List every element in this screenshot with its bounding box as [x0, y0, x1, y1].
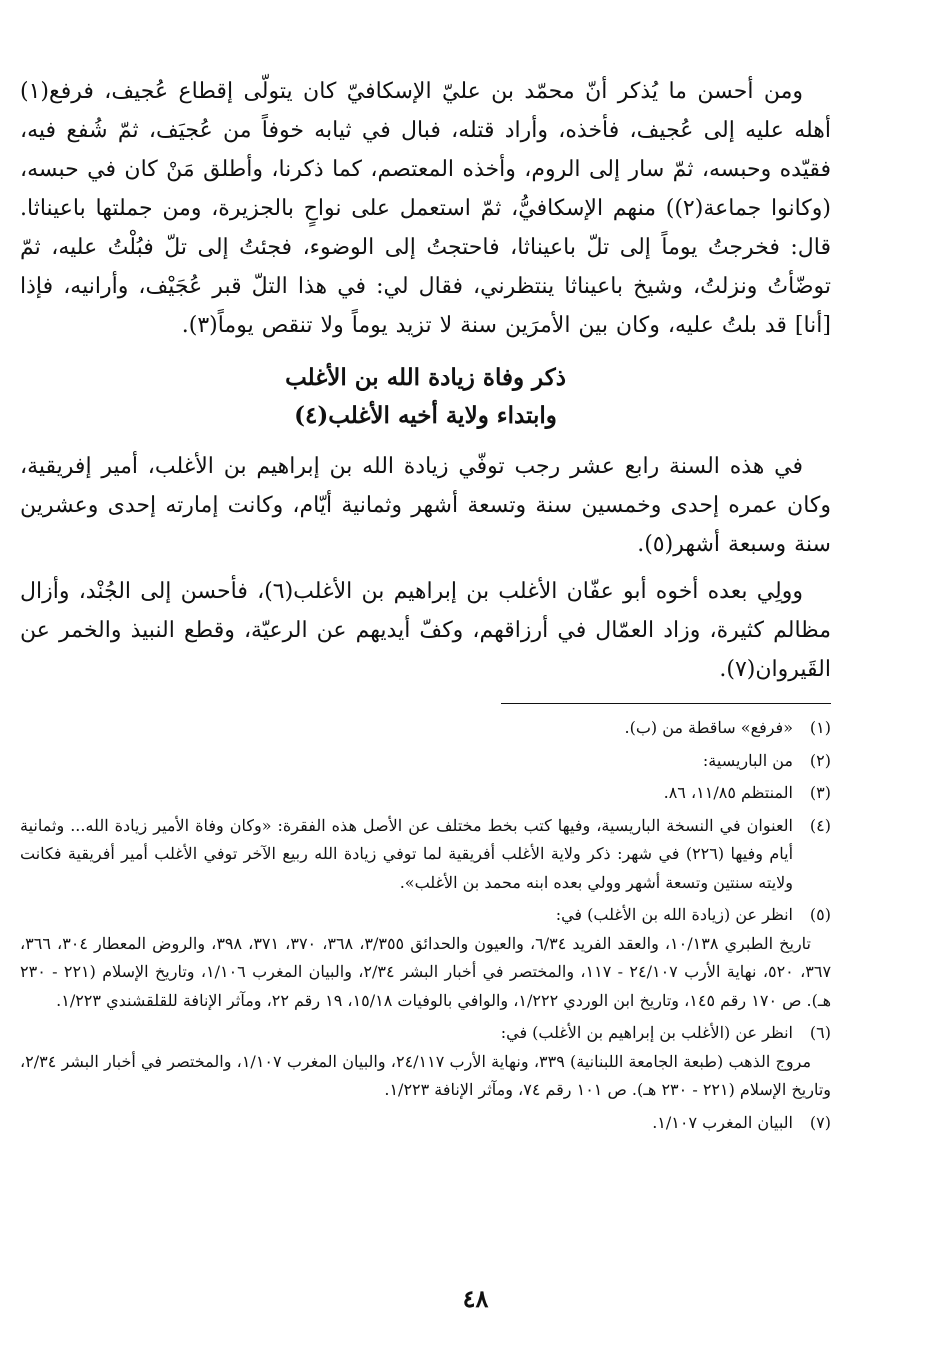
footnote-number: (٢) [809, 750, 831, 770]
section-heading-line-2: وابتداء ولاية أخيه الأغلب(٤) [294, 402, 557, 429]
footnote-number: (٧) [809, 1112, 831, 1132]
footnote-separator [501, 703, 831, 704]
footnote-2 [20, 747, 831, 776]
section-heading [20, 359, 831, 435]
body-paragraph-3: وولِي بعده أخوه أبو عفّان الأغلب بن إبراهيم بن الأغلب(٦)، فأحسن إلى الجُنْد، وأزال مظالم كثيرة، وزاد العمّال في أرزاقهم، وكفّ أيديهم عن الرعيّة، وقطع النبيذ والخمر عن القَيروان(٧). [20, 579, 831, 682]
footnote-number: (٤) [809, 815, 831, 835]
footnote-7 [20, 1109, 831, 1138]
footnote-number: (٦) [809, 1023, 831, 1042]
footnote-intro: انظر عن (الأغلب بن إبراهيم بن الأغلب) في: [500, 1023, 793, 1042]
footnote-text: البيان المغرب ١/١٠٧. [652, 1112, 793, 1132]
footnote-sources: تاريخ الطبري ١٠/١٣٨، والعقد الفريد ٦/٣٤، والعيون والحدائق ٣/٣٥٥، ٣٦٨، ٣٧٠، ٣٧١، ٣٩٨، والروض المعطار ٣٠٤، ٣٦٦، ٣٦٧، ٥٢٠، نهاية الأرب ٢٤/١٠٧ - ١١٧، والمختصر في أخبار البشر ٢/٣٤، والبيان المغرب ١/١٠٦، وتاريخ الإسلام (٢٢١ - ٢٣٠ هـ). ص ١٧٠ رقم ١٤٥، وتاريخ ابن الوردي ١/٢٢٢، والوافي بالوفيات ١٥/١٨، ١٩ رقم ٢٢، ومآثر الإنافة للقلقشندي ١/٢٢٣. [20, 933, 832, 1010]
footnote-text: المنتظم ١١/٨٥، ٨٦. [663, 783, 793, 802]
section-heading-line-1: ذكر وفاة زيادة الله بن الأغلب [285, 364, 566, 391]
footnote-text: من الباريسية: [702, 750, 793, 770]
footnote-intro: انظر عن (زيادة الله بن الأغلب) في: [555, 905, 793, 924]
footnote-4 [20, 812, 831, 898]
footnote-1 [20, 714, 831, 743]
footnote-text [20, 901, 832, 1015]
footnote-6 [20, 1019, 831, 1105]
footnote-text [20, 1019, 831, 1105]
footnote-5 [20, 901, 831, 1015]
footnote-number: (٥) [809, 905, 831, 924]
book-page [20, 72, 831, 1366]
footnote-3 [20, 779, 831, 808]
body-paragraph-2: في هذه السنة رابع عشر رجب توفّي زيادة الله بن إبراهيم بن الأغلب، أمير إفريقية، وكان عمره إحدى وخمسين سنة وتسعة أشهر وثمانية أيّام، وكانت إمارته إحدى وعشرين سنة وسبعة أشهر(٥). [20, 454, 831, 557]
footnote-text: «فرفع» ساقطة من (ب). [624, 718, 793, 737]
body-paragraph-1: ومن أحسن ما يُذكر أنّ محمّد بن عليّ الإسكافيّ كان يتولّى إقطاع عُجيف، فرفع(١) أهله عليه إلى عُجيف، فأخذه، وأراد قتله، فبال في ثيابه خوفاً من عُجيَف، ثمّ شُفع فيه، فقيّده وحبسه، ثمّ سار إلى الروم، وأخذه المعتصم، كما ذكرنا، وأطلق مَنْ كان في حبسه، (وكانوا جماعة(٢)) منهم الإسكافيُّ، ثمّ استعمل على نواحٍ بالجزيرة، ومن جملتها باعيناثا. قال: فخرجتُ يوماً إلى تلّ باعيناثا، فاحتجتُ إلى الوضوء، فجئتُ إلى تلّ فبُلْتُ عليه، ثمّ توضّأتُ ونزلتُ، وشيخ باعيناثا ينتظرني، فقال لي: في هذا التلّ قبر عُجَيْف، وأرانيه، فإذا [أنا] قد بلتُ عليه، وكان بين الأمرَين سنة لا تزيد يوماً ولا تنقص يوماً(٣). [20, 79, 831, 338]
footnote-sources: مروج الذهب (طبعة الجامعة اللبنانية) ٣٣٩، ونهاية الأرب ٢٤/١١٧، والبيان المغرب ١/١٠٧، والمختصر في أخبار البشر ٢/٣٤، وتاريخ الإسلام (٢٢١ - ٢٣٠ هـ). ص ١٠١ رقم ٧٤، ومآثر الإنافة ١/٢٢٣. [20, 1051, 831, 1099]
footnotes [20, 714, 831, 1137]
footnote-number: (٣) [809, 783, 831, 802]
page-number: ٤٨ [462, 1284, 489, 1313]
footnote-text: العنوان في النسخة الباريسية، وفيها كتب بخط مختلف عن الأصل هذه الفقرة: «وكان وفاة الأمير زيادة الله... وثمانية أيام وفيها (٢٢٦) في شهر: ذكر ولاية الأغلب أفريقية لما توفي زيادة الله ربيع الآخر توفي الأغلب أمير أفريقية فكانت ولايته سنتين وتسعة أشهر وولي بعده ابنه محمد بن الأغلب». [20, 815, 794, 892]
footnote-number: (١) [809, 718, 831, 737]
